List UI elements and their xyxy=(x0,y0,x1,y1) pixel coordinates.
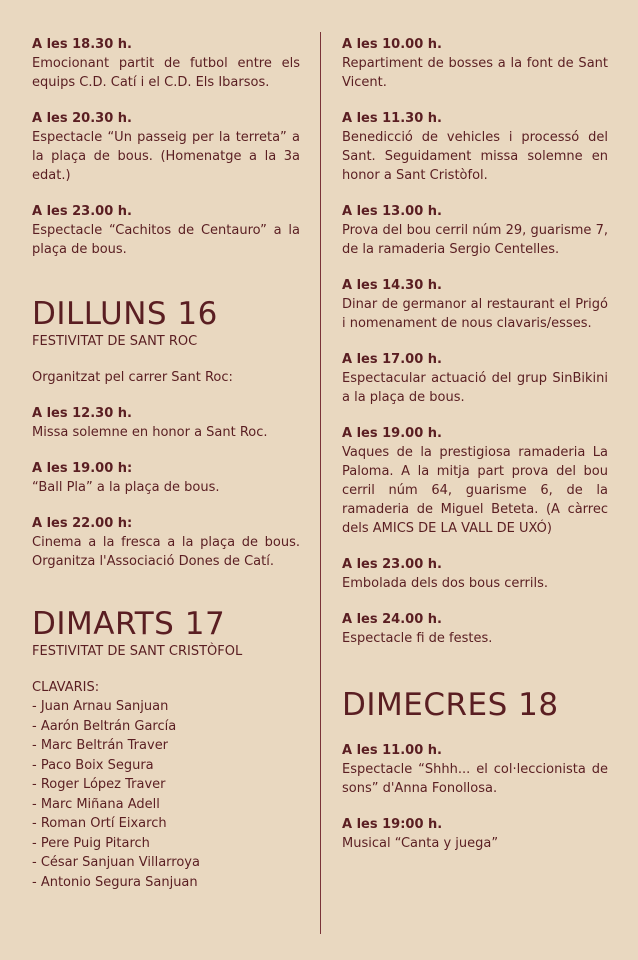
event-entry xyxy=(342,742,608,798)
event-entry xyxy=(342,203,608,259)
event-description: Espectacle fi de festes. xyxy=(342,631,493,646)
event-description: Espectacle “Shhh... el col·leccionista de sons” d'Anna Fonollosa. xyxy=(342,762,608,796)
event-time: A les 20.30 h. xyxy=(32,111,132,126)
event-description: Repartiment de bosses a la font de Sant Vicent. xyxy=(342,56,608,90)
list-item: - Antonio Segura Sanjuan xyxy=(32,874,198,890)
list-item: - Paco Boix Segura xyxy=(32,757,154,773)
day-heading-dimecres: DIMECRES 18 xyxy=(342,687,559,723)
event-entry xyxy=(32,405,300,442)
event-time: A les 11.00 h. xyxy=(342,743,442,758)
event-entry xyxy=(342,611,608,648)
event-entry xyxy=(32,36,300,92)
event-time: A les 23.00 h. xyxy=(342,557,442,572)
event-description: Emocionant partit de futbol entre els equips C.D. Catí i el C.D. Els Ibarsos. xyxy=(32,56,300,90)
event-entry xyxy=(32,203,300,259)
event-entry xyxy=(342,110,608,185)
list-item: - César Sanjuan Villarroya xyxy=(32,855,200,870)
list-item: - Marc Beltrán Traver xyxy=(32,738,169,753)
event-description: Missa solemne en honor a Sant Roc. xyxy=(32,425,268,440)
event-time: A les 24.00 h. xyxy=(342,612,442,627)
event-entry xyxy=(342,556,608,593)
event-description: Cinema a la fresca a la plaça de bous. Organitza l'Associació Dones de Catí. xyxy=(32,535,300,569)
clavaris-heading: CLAVARIS: xyxy=(32,680,100,695)
event-time: A les 17.00 h. xyxy=(342,352,442,367)
event-time: A les 12.30 h. xyxy=(32,406,132,421)
event-description: Musical “Canta y juega” xyxy=(342,836,499,851)
event-time: A les 13.00 h. xyxy=(342,204,442,219)
event-description: Prova del bou cerril núm 29, guarisme 7, de la ramaderia Sergio Centelles. xyxy=(342,223,608,257)
list-item: - Roger López Traver xyxy=(32,777,166,792)
event-entry xyxy=(32,110,300,185)
event-description: Espectacular actuació del grup SinBikini a la plaça de bous. xyxy=(342,371,608,405)
day-subtitle: FESTIVITAT DE SANT CRISTÒFOL xyxy=(32,644,243,659)
event-entry xyxy=(342,816,608,853)
list-item: - Aarón Beltrán García xyxy=(32,718,177,734)
right-column xyxy=(342,36,608,871)
day-subtitle: FESTIVITAT DE SANT ROC xyxy=(32,334,198,349)
column-divider xyxy=(320,32,321,934)
event-description: Vaques de la prestigiosa ramaderia La Paloma. A la mitja part prova del bou cerril núm 64, guarisme 6, de la ramaderia de Miguel Beteta. (A càrrec dels AMICS DE LA VALL DE UXÓ) xyxy=(342,445,608,536)
event-time: A les 18.30 h. xyxy=(32,37,132,52)
event-entry xyxy=(342,36,608,92)
event-description: Benedicció de vehicles i processó del Sant. Seguidament missa solemne en honor a Sant Cristòfol. xyxy=(342,130,608,183)
organizer-note: Organitzat pel carrer Sant Roc: xyxy=(32,370,233,385)
day-heading-dilluns: DILLUNS 16 xyxy=(32,296,218,332)
event-time: A les 19.00 h: xyxy=(32,461,133,476)
event-entry xyxy=(342,425,608,538)
left-column xyxy=(32,36,300,892)
event-description: “Ball Pla” a la plaça de bous. xyxy=(32,480,220,495)
event-entry xyxy=(342,277,608,333)
event-time: A les 23.00 h. xyxy=(32,204,132,219)
event-entry xyxy=(32,460,300,497)
list-item: - Marc Miñana Adell xyxy=(32,796,160,812)
event-entry xyxy=(342,351,608,407)
event-time: A les 22.00 h: xyxy=(32,516,133,531)
list-item: - Pere Puig Pitarch xyxy=(32,835,150,851)
event-description: Espectacle “Un passeig per la terreta” a la plaça de bous. (Homenatge a la 3a edat.) xyxy=(32,130,300,183)
list-item: - Juan Arnau Sanjuan xyxy=(32,699,169,714)
event-time: A les 14.30 h. xyxy=(342,278,442,293)
event-time: A les 19.00 h. xyxy=(342,426,442,441)
event-entry xyxy=(32,515,300,571)
clavaris-list xyxy=(32,678,300,892)
event-time: A les 11.30 h. xyxy=(342,111,442,126)
event-time: A les 19:00 h. xyxy=(342,817,443,832)
event-time: A les 10.00 h. xyxy=(342,37,442,52)
day-heading-dimarts: DIMARTS 17 xyxy=(32,606,226,642)
list-item: - Roman Ortí Eixarch xyxy=(32,816,167,831)
event-description: Dinar de germanor al restaurant el Prigó i nomenament de nous clavaris/esses. xyxy=(342,297,608,331)
event-description: Embolada dels dos bous cerrils. xyxy=(342,576,548,591)
event-description: Espectacle “Cachitos de Centauro” a la plaça de bous. xyxy=(32,223,300,257)
